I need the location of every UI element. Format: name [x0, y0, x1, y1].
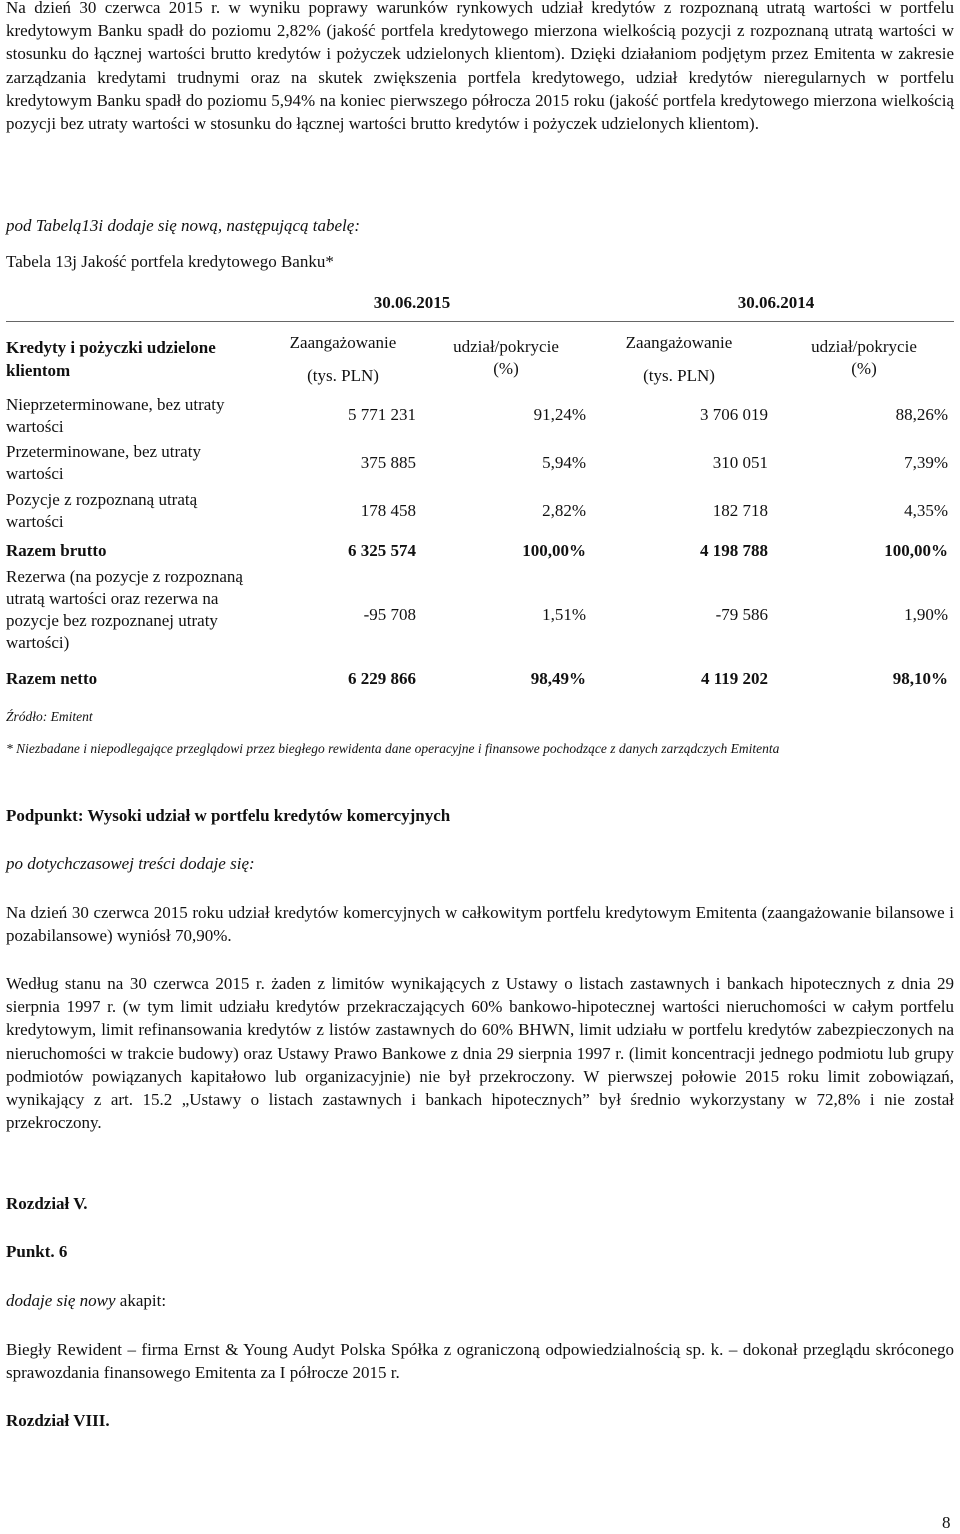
- section-paragraph-2: Według stanu na 30 czerwca 2015 r. żaden z limitów wynikających z Ustawy o listach zastawnych i bankach hipotecznych z dnia 29 sierpnia 1997 r. (w tym limit udziału kredytów przekraczających 60% bankowo-hipotecznej wartości nieruchomości w całym portfelu kredytowym, limit refinansowania kredytów z listów zastawnych do 60% BHWN, limit udziału w portfelu kredytów zabezpieczonych na nieruchomości w trakcie budowy) oraz Ustawy Prawo Bankowe z dnia 29 sierpnia 1997 r. (limit koncentracji jednego podmiotu lub grupy podmiotów powiązanych kapitałowo lub organizacyjnie) nie był przekroczony. W pierwszej połowie 2015 roku limit zobowiązań, wynikający z art. 15.2 „Ustawy o listach zastawnych i bankach hipotecznych” był średnio wykorzystany w 72,8% i nie został przekroczony.: [6, 974, 954, 1133]
- exposure-header-2014: Zaangażowanie: [625, 333, 733, 352]
- table-cell-share-2015: 100,00%: [522, 541, 586, 560]
- table-row-label: Pozycje z rozpoznaną utratą wartości: [6, 490, 198, 531]
- note-italic-text: dodaje się nowy: [6, 1291, 116, 1310]
- table-cell-share-2014: 4,35%: [904, 501, 948, 520]
- chapter-heading-2: Rozdział VIII.: [6, 1411, 110, 1430]
- table-row-label: Przeterminowane, bez utraty wartości: [6, 442, 201, 483]
- share-header-2014: udział/pokrycie: [811, 337, 917, 356]
- table-row-label: Nieprzeterminowane, bez utraty wartości: [6, 395, 225, 436]
- share-unit-2015: (%): [493, 359, 519, 378]
- exposure-unit-2014: (tys. PLN): [643, 366, 715, 385]
- credit-quality-table: [6, 292, 954, 696]
- share-unit-2014: (%): [851, 359, 877, 378]
- table-row-label: Rezerwa (na pozycje z rozpoznaną utratą wartości oraz rezerwa na pozycje bez rozpoznanej utraty wartości): [6, 567, 243, 652]
- section-paragraph-1: Na dzień 30 czerwca 2015 roku udział kredytów komercyjnych w całkowitym portfelu kredytowym Emitenta (zaangażowanie bilansowe i pozabilansowe) wyniósł 70,90%.: [6, 903, 954, 946]
- table-cell-exposure-2015: 6 325 574: [348, 541, 416, 560]
- table-cell-share-2015: 5,94%: [542, 453, 586, 472]
- exposure-unit-2015: (tys. PLN): [307, 366, 379, 385]
- table-cell-share-2014: 100,00%: [884, 541, 948, 560]
- table-cell-exposure-2015: -95 708: [363, 605, 416, 624]
- point-heading: Punkt. 6: [6, 1242, 68, 1261]
- note-plain-text: akapit:: [115, 1291, 167, 1310]
- table-cell-exposure-2014: 182 718: [712, 501, 768, 520]
- table-cell-exposure-2015: 375 885: [360, 453, 416, 472]
- exposure-header-2015: Zaangażowanie: [289, 333, 397, 352]
- table-cell-share-2015: 1,51%: [542, 605, 586, 624]
- amendment-note-2: [6, 1290, 166, 1312]
- table-cell-exposure-2014: 4 198 788: [700, 541, 768, 560]
- table-title: Tabela 13j Jakość portfela kredytowego Banku*: [6, 252, 334, 271]
- date-2015-header: 30.06.2015: [373, 293, 451, 312]
- table-cell-exposure-2015: 6 229 866: [348, 669, 416, 688]
- section-note: po dotychczasowej treści dodaje się:: [6, 854, 255, 873]
- row-header-label: Kredyty i pożyczki udzielone klientom: [6, 338, 216, 380]
- chapter-heading: Rozdział V.: [6, 1194, 88, 1213]
- table-cell-exposure-2014: -79 586: [715, 605, 768, 624]
- table-cell-share-2014: 98,10%: [892, 669, 948, 688]
- intro-paragraph: Na dzień 30 czerwca 2015 r. w wyniku poprawy warunków rynkowych udział kredytów z rozpoznaną utratą wartości w portfelu kredytowym Banku spadł do poziomu 2,82% (jakość portfela kredytowego mierzona wielkością pozycji z rozpoznaną utratą wartości w stosunku do łącznej wartości brutto kredytów i pożyczek udzielonych klientom). Dzięki działaniom podjętym przez Emitenta w zakresie zarządzania kredytami trudnymi oraz na skutek zwiększenia portfela kredytowego, udział kredytów nieregularnych w portfelu kredytowym Banku spadł do poziomu 5,94% na koniec pierwszego półrocza 2015 roku (jakość portfela kredytowego mierzona wielkością pozycji bez utraty wartości w stosunku do łącznej wartości brutto kredytów i pożyczek udzielonych klientom).: [6, 0, 954, 134]
- table-cell-exposure-2015: 178 458: [360, 501, 416, 520]
- section-heading: Podpunkt: Wysoki udział w portfelu kredytów komercyjnych: [6, 806, 451, 825]
- page-number: 8: [942, 1513, 951, 1532]
- table-cell-share-2014: 88,26%: [895, 405, 948, 424]
- table-cell-share-2015: 98,49%: [530, 669, 586, 688]
- table-cell-share-2014: 7,39%: [904, 453, 948, 472]
- share-header-2015: udział/pokrycie: [453, 337, 559, 356]
- table-cell-share-2015: 91,24%: [533, 405, 586, 424]
- date-2014-header: 30.06.2014: [737, 293, 815, 312]
- table-cell-exposure-2015: 5 771 231: [348, 405, 416, 424]
- table-source: Źródło: Emitent: [6, 709, 93, 724]
- table-row-label: Razem brutto: [6, 541, 107, 560]
- header-divider: [6, 321, 954, 322]
- auditor-paragraph: Biegły Rewident – firma Ernst & Young Audyt Polska Spółka z ograniczoną odpowiedzialnością sp. k. – dokonał przeglądu skróconego sprawozdania finansowego Emitenta za I półrocze 2015 r.: [6, 1340, 954, 1383]
- table-cell-exposure-2014: 310 051: [712, 453, 768, 472]
- amendment-note: pod Tabelą13i dodaje się nową, następującą tabelę:: [6, 216, 360, 235]
- table-cell-exposure-2014: 3 706 019: [700, 405, 768, 424]
- table-footnote: * Niezbadane i niepodlegające przeglądowi przez biegłego rewidenta dane operacyjne i finansowe pochodzące z danych zarządczych Emitenta: [6, 741, 780, 756]
- table-cell-share-2014: 1,90%: [904, 605, 948, 624]
- table-row-label: Razem netto: [6, 669, 98, 688]
- table-cell-share-2015: 2,82%: [542, 501, 586, 520]
- table-cell-exposure-2014: 4 119 202: [700, 669, 768, 688]
